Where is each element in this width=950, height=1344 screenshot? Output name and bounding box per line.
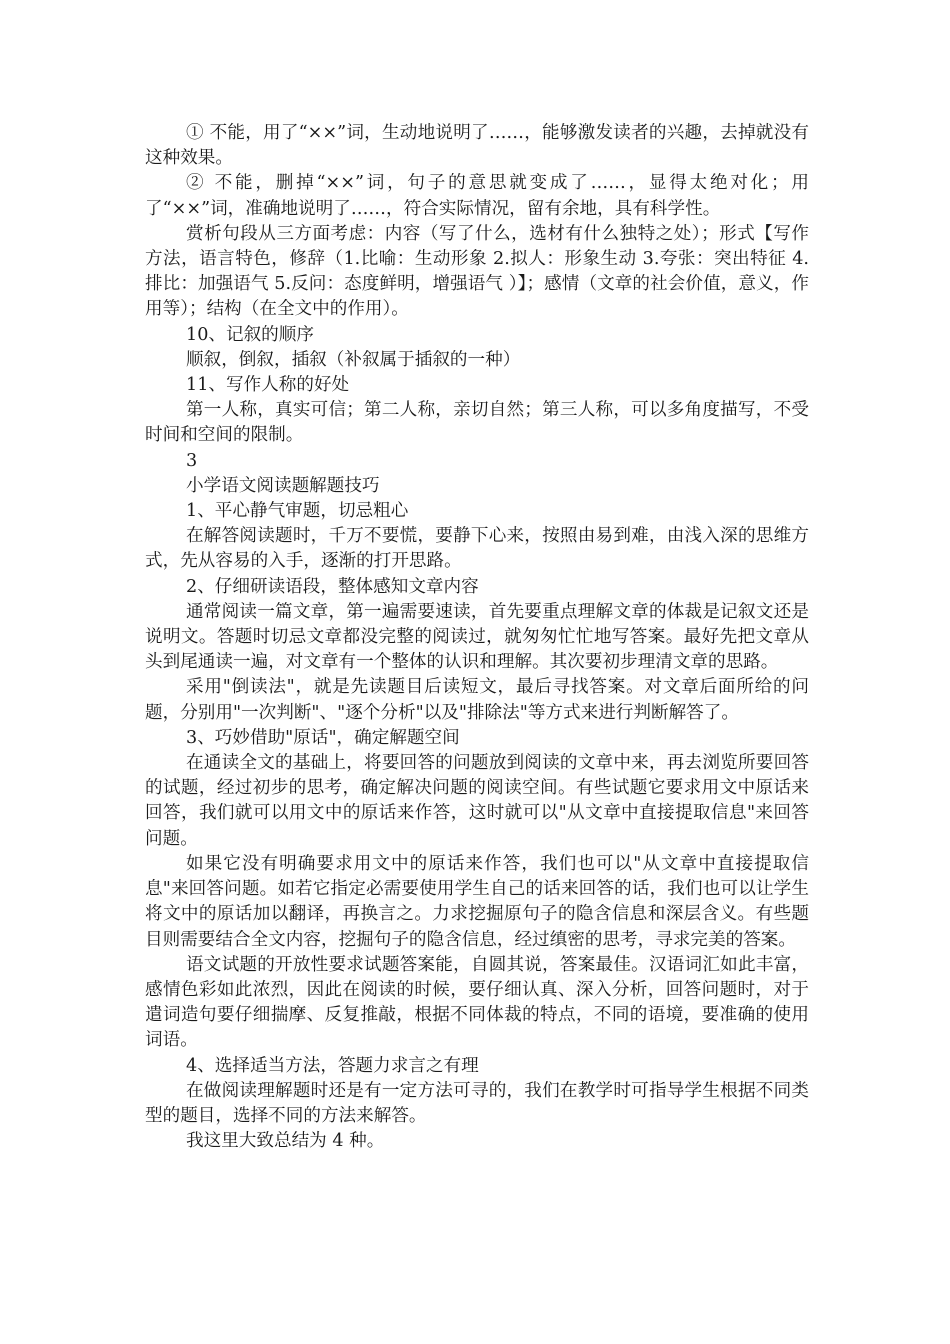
paragraph-item: 第一人称，真实可信；第二人称，亲切自然；第三人称，可以多角度描写，不受时间和空间的限制。: [145, 400, 809, 446]
paragraph-item: ① 不能，用了“××”词，生动地说明了……，能够激发读者的兴趣，去掉就没有这种效果。: [145, 123, 809, 169]
article-title: 小学语文阅读题解题技巧: [186, 475, 380, 496]
section-heading: 2、仔细研读语段，整体感知文章内容: [186, 576, 479, 597]
paragraph-item: 顺叙，倒叙，插叙（补叙属于插叙的一种）: [186, 349, 521, 370]
paragraph-item: 语文试题的开放性要求试题答案能，自圆其说，答案最佳。汉语词汇如此丰富，感情色彩如此浓烈，因此在阅读的时候，要仔细认真、深入分析，回答问题时，对于遣词造句要仔细揣摩、反复推敲，根据不同体裁的特点，不同的语境，要准确的使用词语。: [145, 954, 809, 1051]
paragraph-item: 如果它没有明确要求用文中的原话来作答，我们也可以"从文章中直接提取信息"来回答问题。如若它指定必需要使用学生自己的话来回答的话，我们也可以让学生将文中的原话加以翻译，再换言之。力求挖掘原句子的隐含信息和深层含义。有些题目则需要结合全文内容，挖掘句子的隐含信息，经过缜密的思考，寻求完美的答案。: [145, 853, 809, 950]
paragraph-item: 通常阅读一篇文章，第一遍需要速读，首先要重点理解文章的体裁是记叙文还是说明文。答题时切忌文章都没完整的阅读过，就匆匆忙忙地写答案。最好先把文章从头到尾通读一遍，对文章有一个整体的认识和理解。其次要初步理清文章的思路。: [145, 601, 809, 673]
paragraph-item: ② 不能，删掉“××”词，句子的意思就变成了……，显得太绝对化；用了“××”词，准确地说明了……，符合实际情况，留有余地，具有科学性。: [145, 173, 809, 219]
paragraph-item: 在做阅读理解题时还是有一定方法可寻的，我们在教学时可指导学生根据不同类型的题目，选择不同的方法来解答。: [145, 1080, 809, 1126]
section-heading: 1、平心静气审题，切忌粗心: [186, 501, 409, 522]
paragraph-item: 在通读全文的基础上，将要回答的问题放到阅读的文章中来，再去浏览所要回答的试题，经过初步的思考，确定解决问题的阅读空间。有些试题它要求用文中原话来回答，我们就可以用文中的原话来作答，这时就可以"从文章中直接提取信息"来回答问题。: [145, 753, 809, 849]
section-heading: 10、记叙的顺序: [186, 324, 314, 345]
section-number: 3: [186, 450, 198, 471]
paragraph-item: 我这里大致总结为 4 种。: [186, 1131, 385, 1152]
section-heading: 11、写作人称的好处: [186, 375, 350, 396]
paragraph-item: 赏析句段从三方面考虑：内容（写了什么，选材有什么独特之处）；形式【写作方法，语言特色，修辞（1.比喻：生动形象 2.拟人：形象生动 3.夸张：突出特征 4.排比：加强语气 5.反问：态度鲜明，增强语气 ）】；感情（文章的社会价值，意义，作用等）；结构（在全文中的作用）。: [145, 223, 809, 320]
document-body: [145, 121, 809, 1154]
paragraph-item: 在解答阅读题时，千万不要慌，要静下心来，按照由易到难，由浅入深的思维方式，先从容易的入手，逐渐的打开思路。: [145, 526, 809, 572]
section-heading: 3、巧妙借助"原话"，确定解题空间: [186, 727, 460, 748]
paragraph-item: 采用"倒读法"，就是先读题目后读短文，最后寻找答案。对文章后面所给的问题，分别用"一次判断"、"逐个分析"以及"排除法"等方式来进行判断解答了。: [145, 677, 809, 723]
section-heading: 4、选择适当方法，答题力求言之有理: [186, 1055, 479, 1076]
